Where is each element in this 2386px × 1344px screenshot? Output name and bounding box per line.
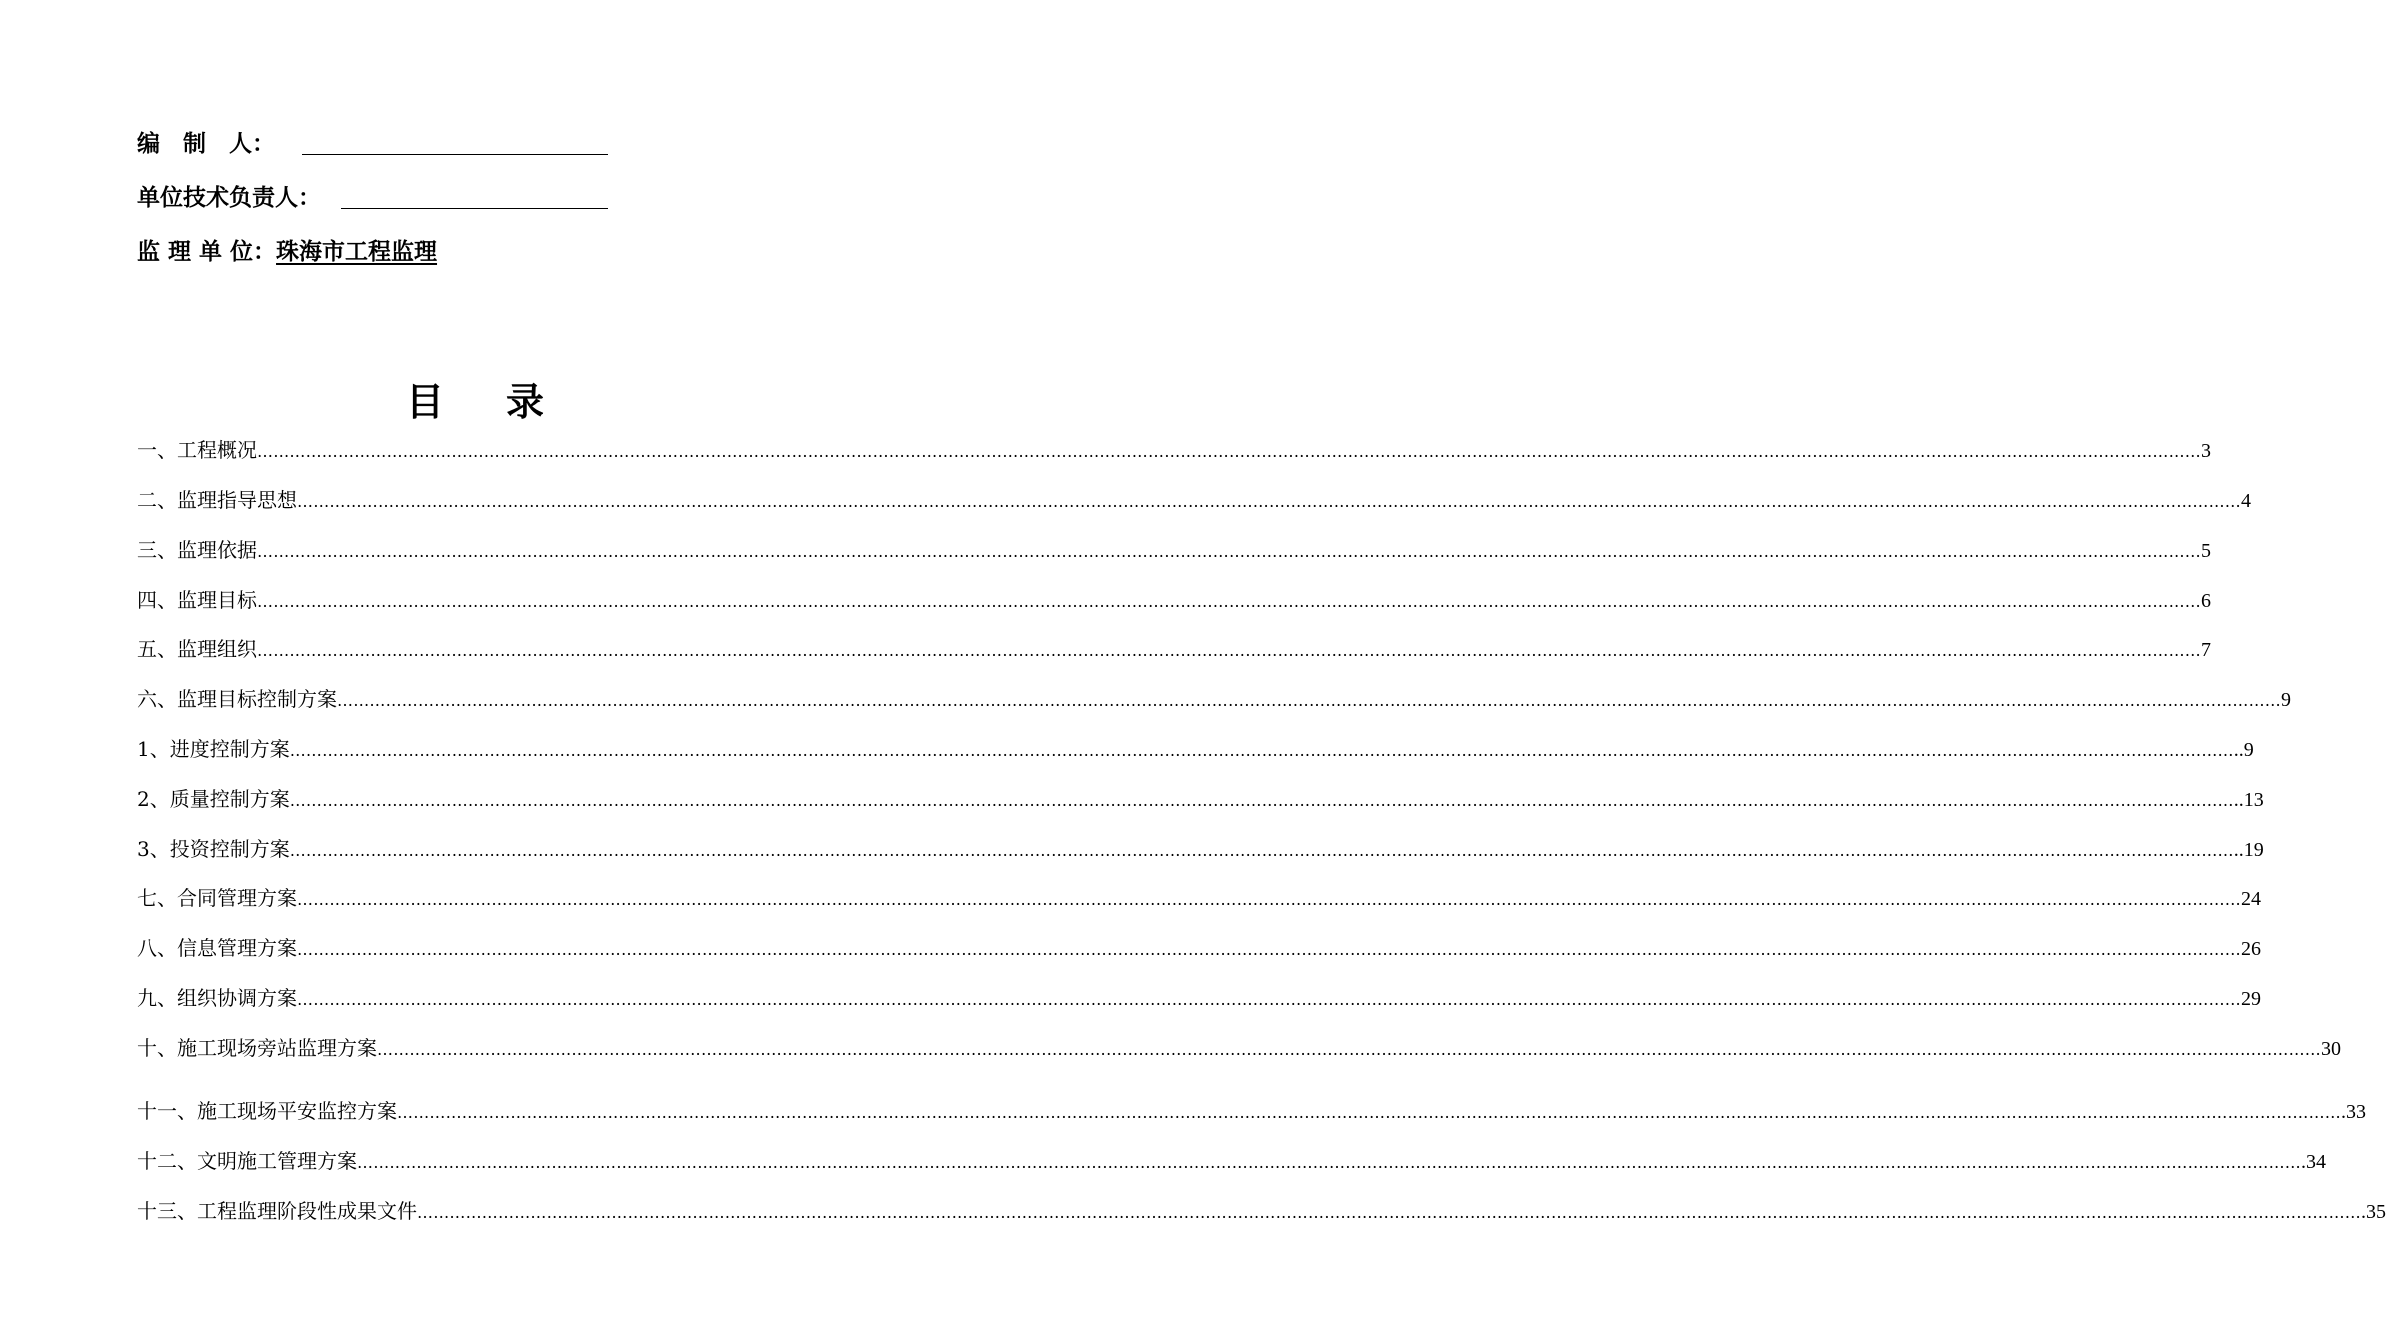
- toc-leader-dots: ………………………………………………………………………………………………………………………………………………………………………………………………………………………………………………………………………………………………………………………………: [289, 791, 2234, 810]
- compiler-label: 编 制 人：: [137, 131, 275, 157]
- toc-leader-dots: ………………………………………………………………………………………………………………………………………………………………………………………………………………………………………………………………………………………………………………………………: [289, 841, 2234, 860]
- toc-entry-text: 九、组织协调方案: [137, 986, 297, 1010]
- toc-leader-dots: ………………………………………………………………………………………………………………………………………………………………………………………………………………………………………………………………………………………………………………………………: [337, 691, 2281, 710]
- toc-entry-text: 一、工程概况: [137, 438, 257, 462]
- toc-entry-text: 2、质量控制方案: [137, 787, 290, 811]
- toc-leader-dots: ………………………………………………………………………………………………………………………………………………………………………………………………………………………………………………………………………………………………………………………………: [257, 542, 2201, 561]
- toc-leader-dots: ………………………………………………………………………………………………………………………………………………………………………………………………………………………………………………………………………………………………………………………………: [417, 1203, 2361, 1222]
- toc-entry-page: 29: [2241, 988, 2261, 1010]
- toc-entry-page: 7: [2201, 639, 2211, 661]
- toc-entry[interactable]: [137, 1197, 2386, 1225]
- toc-entry-page: 3: [2201, 440, 2211, 462]
- toc-leader-dots: ………………………………………………………………………………………………………………………………………………………………………………………………………………………………………………………………………………………………………………………………: [377, 1040, 2321, 1059]
- toc-entry-page: 6: [2201, 590, 2211, 612]
- compiler-blank[interactable]: [302, 154, 608, 155]
- toc-leader-dots: ………………………………………………………………………………………………………………………………………………………………………………………………………………………………………………………………………………………………………………………………: [297, 940, 2241, 959]
- compiler-line: [137, 129, 275, 159]
- unit-label: 监 理 单 位：: [137, 239, 277, 265]
- toc-leader-dots: ………………………………………………………………………………………………………………………………………………………………………………………………………………………………………………………………………………………………………………………………: [297, 492, 2241, 511]
- toc-entry[interactable]: [137, 486, 2251, 514]
- toc-entry-page: .34: [2301, 1151, 2326, 1173]
- toc-entry[interactable]: [137, 934, 2261, 962]
- toc-entry-text: 四、监理目标: [137, 588, 257, 612]
- toc-entry-text: 十、施工现场旁站监理方案: [137, 1036, 377, 1060]
- toc-entry-text: 1、进度控制方案: [137, 737, 290, 761]
- tech-lead-label: 单位技术负责人：: [137, 185, 321, 211]
- unit-value: 珠海市工程监理: [276, 239, 438, 265]
- toc-leader-dots: ………………………………………………………………………………………………………………………………………………………………………………………………………………………………………………………………………………………………………………………………: [297, 990, 2241, 1009]
- toc-entry-text: 二、监理指导思想: [137, 488, 297, 512]
- toc-title: [0, 376, 950, 428]
- toc-entry-text: 十三、工程监理阶段性成果文件: [137, 1199, 417, 1223]
- unit-line: [137, 237, 437, 267]
- toc-entry-page: ..9: [2233, 739, 2254, 761]
- toc-entry-text: 八、信息管理方案: [137, 936, 297, 960]
- toc-entry-page: 30: [2321, 1038, 2341, 1060]
- toc-leader-dots: ………………………………………………………………………………………………………………………………………………………………………………………………………………………………………………………………………………………………………………………………: [289, 741, 2234, 760]
- toc-entry[interactable]: [137, 1097, 2366, 1125]
- toc-leader-dots: ………………………………………………………………………………………………………………………………………………………………………………………………………………………………………………………………………………………………………………………………: [257, 442, 2201, 461]
- toc-entry-text: 十二、文明施工管理方案: [137, 1149, 357, 1173]
- toc-entry-text: 3、投资控制方案: [137, 837, 290, 861]
- toc-entry[interactable]: [137, 884, 2261, 912]
- toc-entry[interactable]: [137, 785, 2264, 813]
- toc-entry[interactable]: [137, 586, 2211, 614]
- toc-entry[interactable]: [137, 984, 2261, 1012]
- toc-entry-page: ..13: [2233, 789, 2264, 811]
- toc-leader-dots: ………………………………………………………………………………………………………………………………………………………………………………………………………………………………………………………………………………………………………………………………: [257, 641, 2201, 660]
- toc-title-right: 录: [506, 380, 545, 424]
- toc-leader-dots: ………………………………………………………………………………………………………………………………………………………………………………………………………………………………………………………………………………………………………………………………: [257, 592, 2201, 611]
- toc-entry-text: 六、监理目标控制方案: [137, 687, 337, 711]
- toc-entry-text: 七、合同管理方案: [137, 886, 297, 910]
- toc-entry-page: 5: [2201, 540, 2211, 562]
- toc-leader-dots: ………………………………………………………………………………………………………………………………………………………………………………………………………………………………………………………………………………………………………………………………: [357, 1153, 2301, 1172]
- toc-entry[interactable]: [137, 536, 2211, 564]
- toc-entry[interactable]: [137, 685, 2291, 713]
- toc-entry-text: 十一、施工现场平安监控方案: [137, 1099, 397, 1123]
- toc-title-left: 目: [405, 380, 444, 424]
- toc-entry-page: 26: [2241, 938, 2261, 960]
- toc-entry[interactable]: [137, 1034, 2341, 1062]
- toc-entry[interactable]: [137, 835, 2264, 863]
- toc-entry-page: 4: [2241, 490, 2251, 512]
- toc-entry-page: 24: [2241, 888, 2261, 910]
- toc-entry-page: 9: [2281, 689, 2291, 711]
- toc-entry[interactable]: [137, 436, 2211, 464]
- toc-entry[interactable]: [137, 735, 2254, 763]
- toc-entry-text: 五、监理组织: [137, 637, 257, 661]
- toc-entry[interactable]: [137, 1147, 2326, 1175]
- toc-entry-text: 三、监理依据: [137, 538, 257, 562]
- toc-entry[interactable]: [137, 635, 2211, 663]
- tech-lead-blank[interactable]: [341, 208, 608, 209]
- toc-entry-page: ..19: [2233, 839, 2264, 861]
- toc-entry-page: .33: [2341, 1101, 2366, 1123]
- toc-leader-dots: ………………………………………………………………………………………………………………………………………………………………………………………………………………………………………………………………………………………………………………………………: [397, 1103, 2341, 1122]
- toc-entry-page: .35: [2361, 1201, 2386, 1223]
- toc-leader-dots: ………………………………………………………………………………………………………………………………………………………………………………………………………………………………………………………………………………………………………………………………: [297, 890, 2241, 909]
- tech-lead-line: [137, 183, 321, 213]
